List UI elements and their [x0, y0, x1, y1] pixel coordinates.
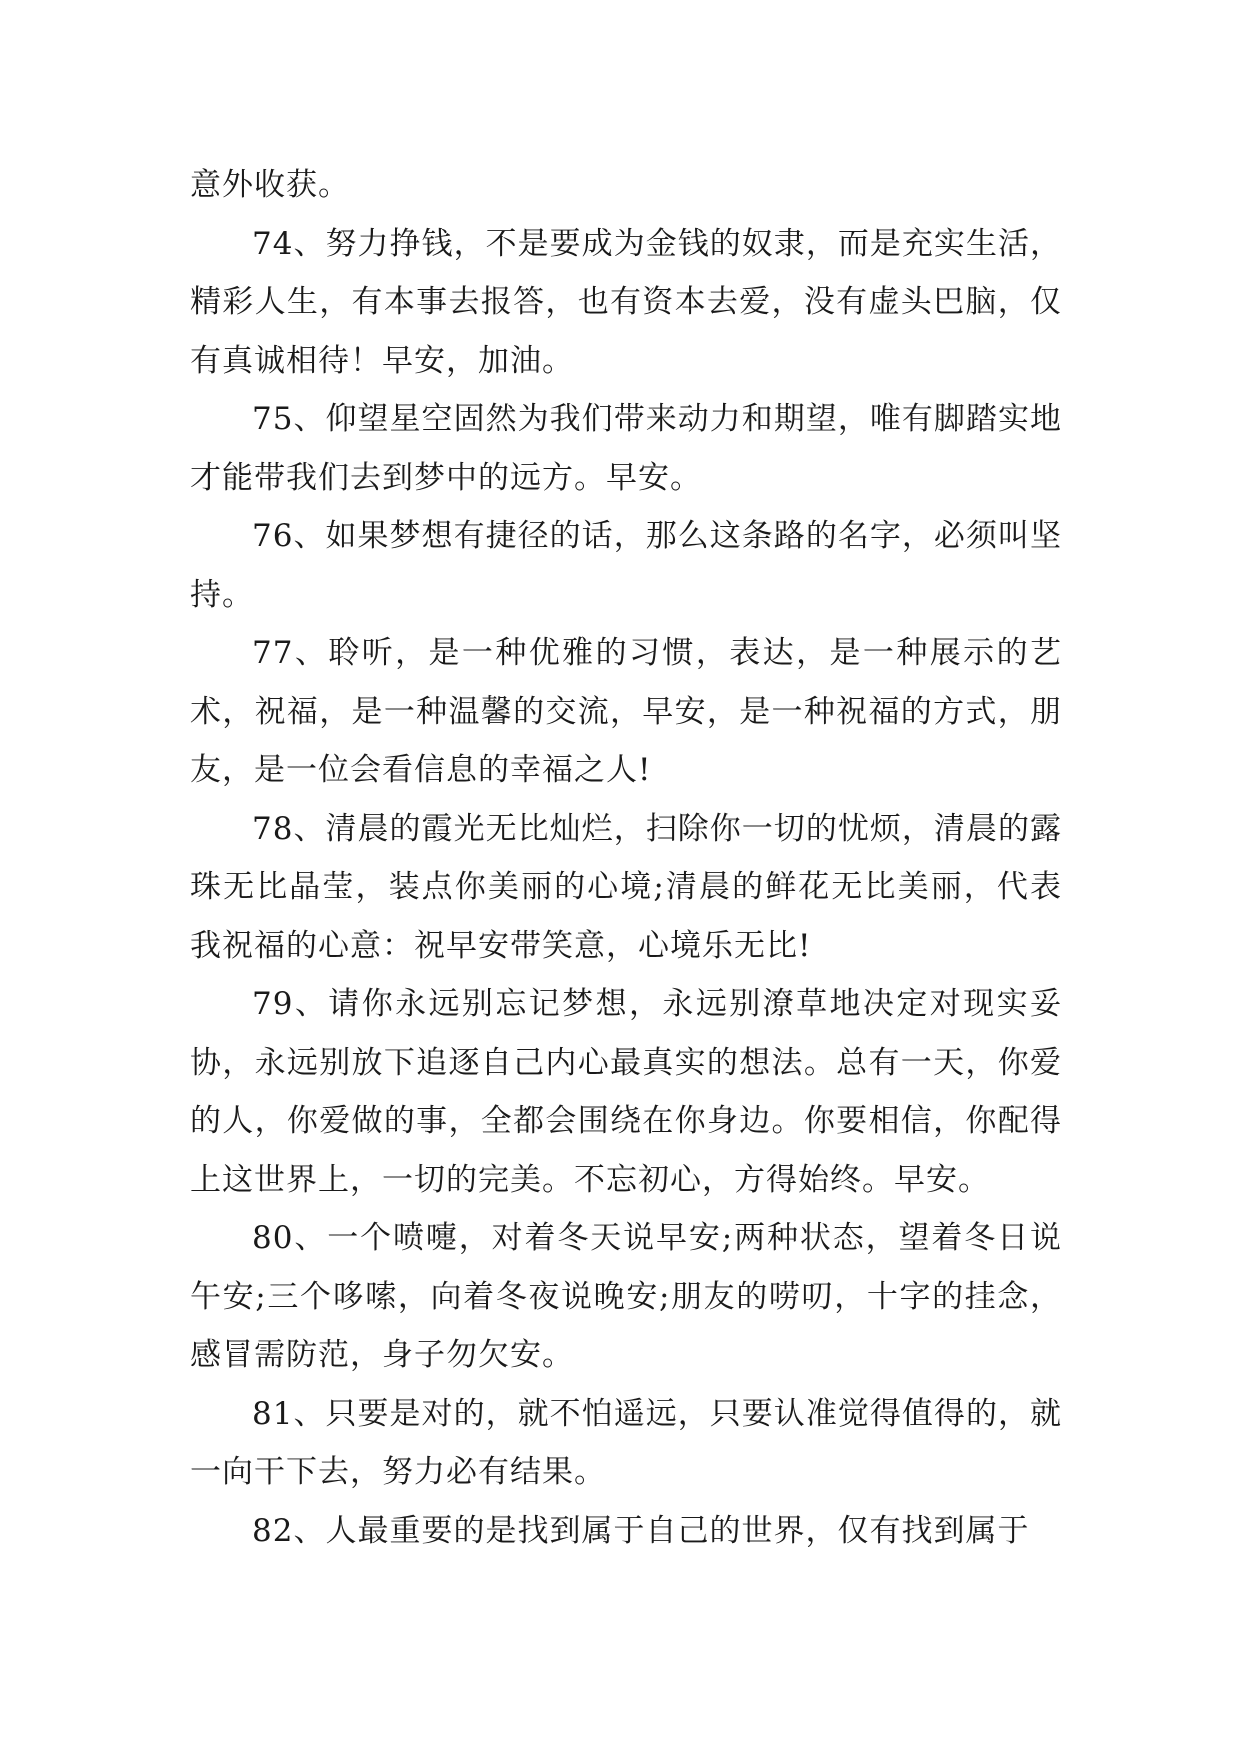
paragraph-80: 80、一个喷嚏，对着冬天说早安;两种状态，望着冬日说午安;三个哆嗦，向着冬夜说晚安;朋友的唠叨，十字的挂念，感冒需防范，身子勿欠安。	[190, 1220, 1062, 1373]
paragraph-76: 76、如果梦想有捷径的话，那么这条路的名字，必须叫坚持。	[190, 518, 1062, 613]
paragraph-82: 82、人最重要的是找到属于自己的世界，仅有找到属于	[252, 1512, 1030, 1549]
paragraph-78: 78、清晨的霞光无比灿烂，扫除你一切的忧烦，清晨的露珠无比晶莹，装点你美丽的心境;清晨的鲜花无比美丽，代表我祝福的心意：祝早安带笑意，心境乐无比!	[190, 810, 1062, 964]
paragraph-74: 74、努力挣钱，不是要成为金钱的奴隶，而是充实生活，精彩人生，有本事去报答，也有资本去爱，没有虚头巴脑，仅有真诚相待！早安，加油。	[190, 225, 1062, 379]
paragraph-81: 81、只要是对的，就不怕遥远，只要认准觉得值得的，就一向干下去，努力必有结果。	[190, 1395, 1062, 1490]
paragraph-79: 79、请你永远别忘记梦想，永远别潦草地决定对现实妥协，永远别放下追逐自己内心最真实的想法。总有一天，你爱的人，你爱做的事，全都会围绕在你身边。你要相信，你配得上这世界上，一切的完美。不忘初心，方得始终。早安。	[190, 986, 1062, 1198]
paragraph-77: 77、聆听，是一种优雅的习惯，表达，是一种展示的艺术，祝福，是一种温馨的交流，早安，是一种祝福的方式，朋友，是一位会看信息的幸福之人!	[190, 635, 1062, 788]
document-body	[190, 156, 1062, 1560]
paragraph-continuation: 意外收获。	[190, 167, 350, 203]
paragraph-75: 75、仰望星空固然为我们带来动力和期望，唯有脚踏实地才能带我们去到梦中的远方。早安。	[190, 401, 1062, 496]
